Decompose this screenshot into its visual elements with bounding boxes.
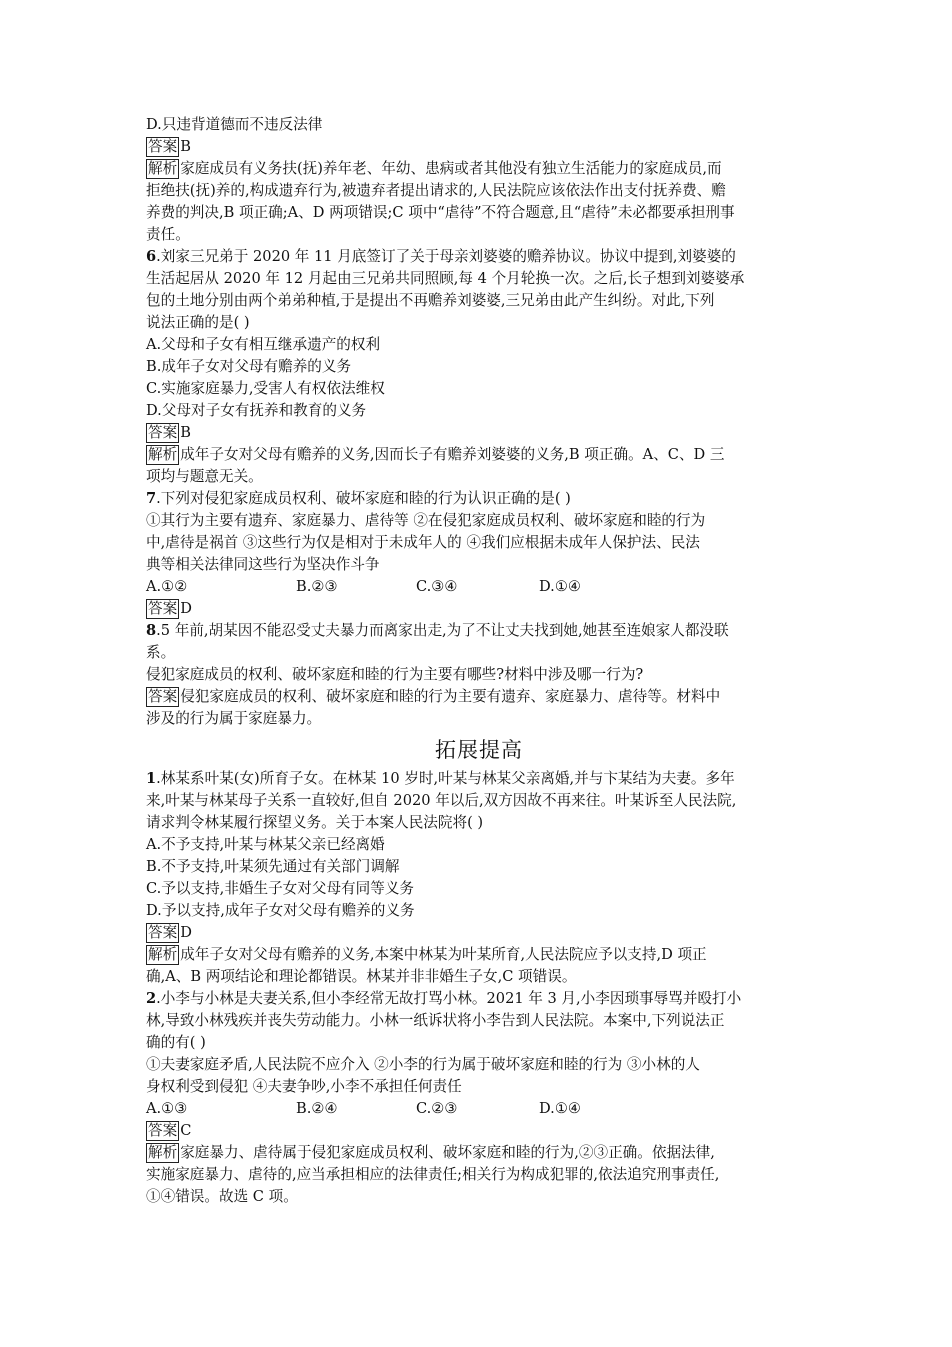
e1-analysis-line: 确,A、B 两项结论和理论都错误。林某并非非婚生子女,C 项错误。: [146, 968, 577, 985]
e1-answer-line: [146, 922, 812, 944]
q6-option: A.父母和子女有相互继承遗产的权利: [146, 336, 381, 353]
q7-option: A.①②: [146, 578, 188, 595]
q6-answer: B: [180, 424, 191, 441]
q6-stem-line: 包的土地分别由两个弟弟种植,于是提出不再赡养刘婆婆,三兄弟由此产生纠纷。对此,下列: [146, 292, 715, 309]
q6-stem-line: 6.刘家三兄弟于 2020 年 11 月底签订了关于母亲刘婆婆的赡养协议。协议中提到,刘婆婆的: [146, 248, 736, 265]
question-number: 1: [146, 770, 157, 787]
e1-option: B.不予支持,叶某须先通过有关部门调解: [146, 858, 400, 875]
e2-analysis-line: 解析 家庭暴力、虐待属于侵犯家庭成员权利、破坏家庭和睦的行为,②③正确。依据法律,: [148, 1144, 715, 1161]
q5-option-d: D.只违背道德而不违反法律: [146, 116, 323, 133]
q6-answer-line: [146, 422, 812, 444]
e1-option: A.不予支持,叶某与林某父亲已经离婚: [146, 836, 385, 853]
q7-option: B.②③: [296, 578, 338, 595]
q7-options: [146, 576, 812, 598]
q7-stem-line: 中,虐待是祸首 ③这些行为仅是相对于未成年人的 ④我们应根据未成年人保护法、民法: [146, 534, 700, 551]
analysis-tag: 解析: [148, 1144, 178, 1161]
e2-options: [146, 1098, 812, 1120]
q6-option: C.实施家庭暴力,受害人有权依法维权: [146, 380, 385, 397]
answer-tag: 答案: [148, 138, 178, 155]
q5-analysis-line: 拒绝扶(抚)养的,构成遗弃行为,被遗弃者提出请求的,人民法院应该依法作出支付抚养费、赡: [146, 182, 726, 199]
q7-stem-line: 典等相关法律同这些行为坚决作斗争: [146, 556, 380, 573]
e2-stem-line: 确的有( ): [146, 1034, 206, 1051]
question-number: 7: [146, 490, 157, 507]
q5-analysis-line: 养费的判决,B 项正确;A、D 两项错误;C 项中“虐待”不符合题意,且“虐待”未必都要承担刑事: [146, 204, 735, 221]
q7-answer-line: [146, 598, 812, 620]
q7-answer: D: [180, 600, 192, 617]
e1-answer: D: [180, 924, 192, 941]
q7-stem-line: 7.下列对侵犯家庭成员权利、破坏家庭和睦的行为认识正确的是( ): [146, 490, 571, 507]
q6-stem-line: 生活起居从 2020 年 12 月起由三兄弟共同照顾,每 4 个月轮换一次。之后,长子想到刘婆婆承: [146, 270, 745, 287]
e1-option: C.予以支持,非婚生子女对父母有同等义务: [146, 880, 415, 897]
q6-option: D.父母对子女有抚养和教育的义务: [146, 402, 367, 419]
e2-stem-line: 身权利受到侵犯 ④夫妻争吵,小李不承担任何责任: [146, 1078, 462, 1095]
q7-option: D.①④: [539, 578, 581, 595]
e2-option: D.①④: [539, 1100, 581, 1117]
e2-answer-line: [146, 1120, 812, 1142]
answer-tag: 答案: [148, 924, 178, 941]
q5-answer-line: [146, 136, 812, 158]
e1-stem-line: 请求判令林某履行探望义务。关于本案人民法院将( ): [146, 814, 484, 831]
q8-stem-line: 8.5 年前,胡某因不能忍受丈夫暴力而离家出走,为了不让丈夫找到她,她甚至连娘家人都没联: [146, 622, 729, 639]
q6-analysis-line: 项均与题意无关。: [146, 468, 263, 485]
q5-answer: B: [180, 138, 191, 155]
question-number: 2: [146, 990, 157, 1007]
document-body: [146, 114, 812, 1208]
answer-tag: 答案: [148, 424, 178, 441]
answer-tag: 答案: [148, 1122, 178, 1139]
e1-option: D.予以支持,成年子女对父母有赡养的义务: [146, 902, 415, 919]
q7-option: C.③④: [416, 578, 458, 595]
answer-tag: 答案: [148, 688, 178, 705]
analysis-tag: 解析: [148, 946, 178, 963]
answer-tag: 答案: [148, 600, 178, 617]
q6-analysis-line: 解析 成年子女对父母有赡养的义务,因而长子有赡养刘婆婆的义务,B 项正确。A、C、D 三: [148, 446, 725, 463]
e2-analysis-line: ①④错误。故选 C 项。: [146, 1188, 298, 1205]
e2-stem-line: 2.小李与小林是夫妻关系,但小李经常无故打骂小林。2021 年 3 月,小李因琐事辱骂并殴打小: [146, 990, 742, 1007]
q6-option: B.成年子女对父母有赡养的义务: [146, 358, 352, 375]
e1-stem-line: 来,叶某与林某母子关系一直较好,但自 2020 年以后,双方因故不再来往。叶某诉至人民法院,: [146, 792, 737, 809]
section-title: 拓展提高: [435, 738, 523, 762]
analysis-tag: 解析: [148, 160, 178, 177]
question-number: 6: [146, 248, 157, 265]
e2-option: B.②④: [296, 1100, 338, 1117]
e2-answer: C: [180, 1122, 192, 1139]
analysis-tag: 解析: [148, 446, 178, 463]
e1-analysis-line: 解析 成年子女对父母有赡养的义务,本案中林某为叶某所育,人民法院应予以支持,D 项正: [148, 946, 707, 963]
q8-answer-line: 答案 侵犯家庭成员的权利、破坏家庭和睦的行为主要有遗弃、家庭暴力、虐待等。材料中: [148, 688, 721, 705]
e2-option: C.②③: [416, 1100, 458, 1117]
q7-stem-line: ①其行为主要有遗弃、家庭暴力、虐待等 ②在侵犯家庭成员权利、破坏家庭和睦的行为: [146, 512, 706, 529]
e2-option: A.①③: [146, 1100, 188, 1117]
e2-stem-line: ①夫妻家庭矛盾,人民法院不应介入 ②小李的行为属于破坏家庭和睦的行为 ③小林的人: [146, 1056, 700, 1073]
question-number: 8: [146, 622, 157, 639]
e2-stem-line: 林,导致小林残疾并丧失劳动能力。小林一纸诉状将小李告到人民法院。本案中,下列说法正: [146, 1012, 725, 1029]
q8-stem-line: 侵犯家庭成员的权利、破坏家庭和睦的行为主要有哪些?材料中涉及哪一行为?: [146, 666, 644, 683]
e1-stem-line: 1.林某系叶某(女)所育子女。在林某 10 岁时,叶某与林某父亲离婚,并与卞某结为夫妻。多年: [146, 770, 735, 787]
q5-analysis-line: 解析 家庭成员有义务扶(抚)养年老、年幼、患病或者其他没有独立生活能力的家庭成员,而: [148, 160, 722, 177]
q8-stem-line: 系。: [146, 644, 176, 661]
q8-answer-line: 涉及的行为属于家庭暴力。: [146, 710, 322, 727]
e2-analysis-line: 实施家庭暴力、虐待的,应当承担相应的法律责任;相关行为构成犯罪的,依法追究刑事责任,: [146, 1166, 720, 1183]
q6-stem-line: 说法正确的是( ): [146, 314, 250, 331]
q5-analysis-line: 责任。: [146, 226, 190, 243]
